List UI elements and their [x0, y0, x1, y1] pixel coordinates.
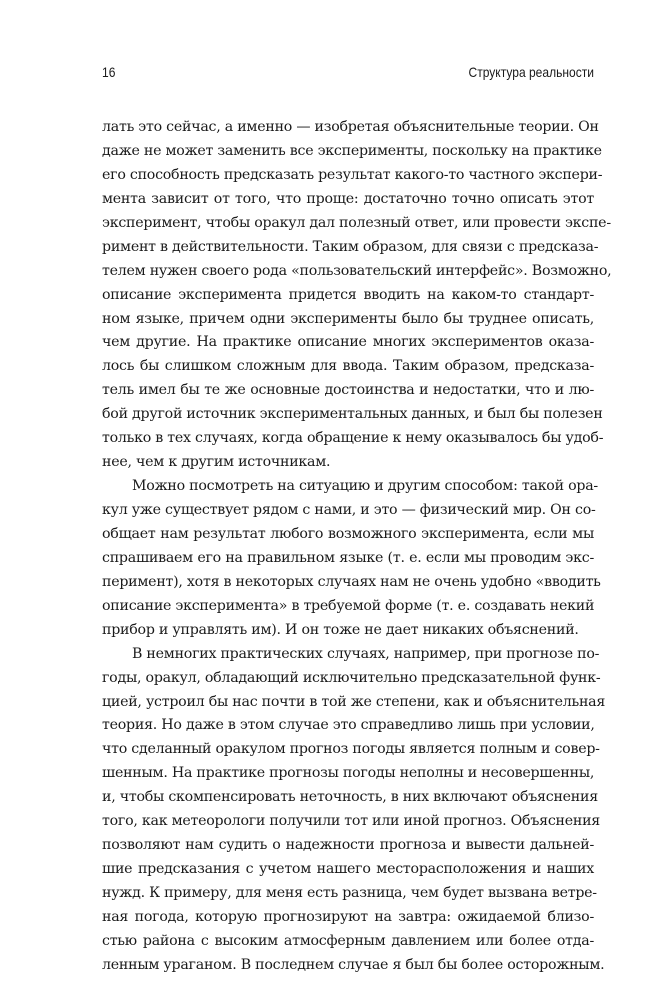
text-line: ленным ураганом. В последнем случае я был бы более осторожным.: [102, 956, 605, 973]
paragraph: [102, 643, 606, 978]
text-line: прибор и управлять им). И он тоже не дает никаких объяснений.: [102, 621, 579, 638]
text-line: теория. Но даже в этом случае это справедливо лишь при условии,: [102, 717, 595, 734]
text-line: даже не может заменить все эксперименты, поскольку на практике: [102, 142, 602, 159]
text-line: ном языке, причем одни эксперименты было бы труднее описать,: [102, 310, 594, 327]
text-line: римент в действительности. Таким образом, для связи с предсказа-: [102, 238, 599, 255]
text-line: мента зависит от того, что проще: достаточно точно описать этот: [102, 190, 594, 207]
text-line: описание эксперимента придется вводить на каком-то стандарт-: [102, 286, 594, 303]
text-line: телем нужен своего рода «пользовательский интерфейс». Возможно,: [102, 262, 612, 279]
body-text: [102, 116, 612, 978]
text-line: что сделанный оракулом прогноз погоды является полным и совер-: [102, 741, 600, 758]
text-line: годы, оракул, обладающий исключительно предсказательной функ-: [102, 669, 601, 686]
text-line: стью района с высоким атмосферным давлением или более отда-: [102, 932, 594, 949]
text-line: нее, чем к другим источникам.: [102, 454, 331, 471]
text-line: перимент), хотя в некоторых случаях нам не очень удобно «вводить: [102, 573, 601, 590]
text-line: кул уже существует рядом с нами, и это — физический мир. Он со-: [102, 502, 596, 518]
text-line: В немногих практических случаях, например, при прогнозе по-: [132, 645, 600, 662]
text-line: только в тех случаях, когда обращение к нему оказывалось бы удоб-: [102, 430, 604, 447]
text-line: лать это сейчас, а именно — изобретая объяснительные теории. Он: [102, 119, 599, 135]
text-line: цией, устроил бы нас почти в той же степени, как и объяснительная: [102, 693, 606, 710]
text-line: того, как метеорологи получили тот или иной прогноз. Объяснения: [102, 813, 600, 830]
text-line: бой другой источник экспериментальных данных, и был бы полезен: [102, 406, 603, 423]
text-line: чем другие. На практике описание многих экспериментов оказа-: [102, 334, 594, 351]
page-number: 16: [102, 64, 116, 80]
text-line: ная погода, которую прогнозируют на завтра: ожидаемой близо-: [102, 908, 594, 925]
text-line: его способность предсказать результат какого-то частного экспери-: [102, 166, 603, 183]
paragraph: [102, 116, 612, 475]
text-line: шие предсказания с учетом нашего месторасположения и наших: [102, 861, 594, 878]
running-head: [102, 64, 594, 82]
text-line: лось бы слишком сложным для ввода. Таким образом, предсказа-: [102, 358, 594, 375]
text-line: нужд. К примеру, для меня есть разница, чем будет вызвана ветре-: [102, 885, 597, 901]
text-line: и, чтобы скомпенсировать неточность, в них включают объяснения: [102, 789, 598, 806]
running-title: Структура реальности: [468, 64, 594, 80]
text-line: эксперимент, чтобы оракул дал полезный ответ, или провести экспе-: [102, 214, 611, 231]
text-line: тель имел бы те же основные достоинства и недостатки, что и лю-: [102, 382, 594, 399]
paragraph: [102, 475, 601, 643]
text-line: шенным. На практике прогнозы погоды неполны и несовершенны,: [102, 765, 595, 782]
text-line: Можно посмотреть на ситуацию и другим способом: такой ора-: [132, 478, 598, 495]
text-line: общает нам результат любого возможного эксперимента, если мы: [102, 525, 594, 542]
text-line: спрашиваем его на правильном языке (т. е. если мы проводим экс-: [102, 549, 594, 566]
text-line: описание эксперимента» в требуемой форме (т. е. создавать некий: [102, 597, 595, 614]
text-line: позволяют нам судить о надежности прогноза и вывести дальней-: [102, 837, 594, 854]
